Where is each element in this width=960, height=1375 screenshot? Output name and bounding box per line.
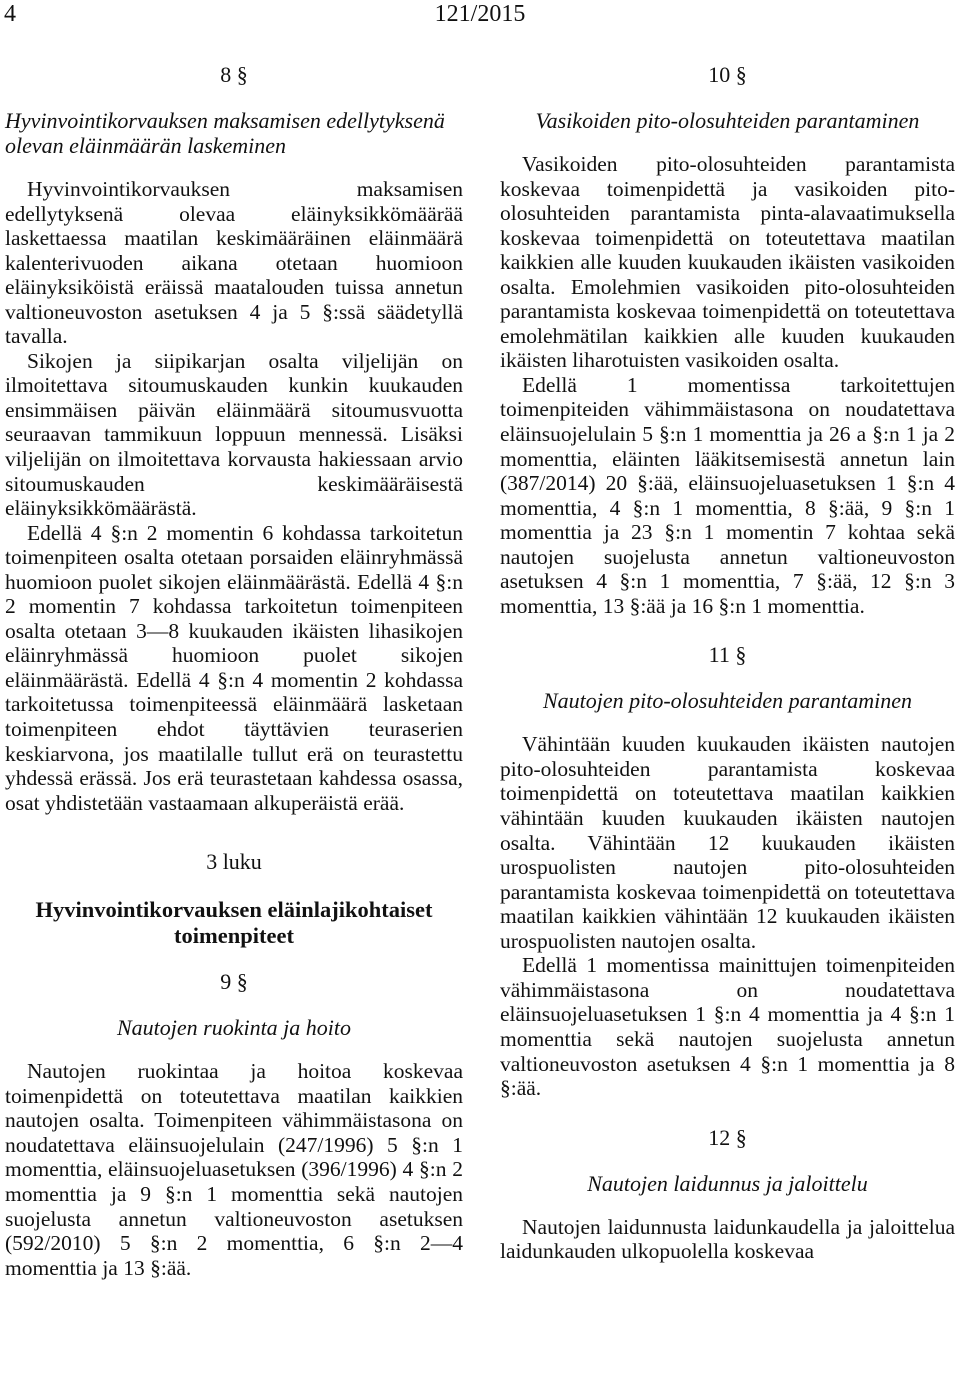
section-12-number: 12 § [708, 1124, 747, 1150]
section-11-paragraph-2: Edellä 1 momentissa mainittujen toimenpiteiden vähimmäistasona on noudatettava eläinsuojeluasetuksen 1 §:n 4 momenttia ja 4 §:n 1 momenttia sekä nautojen suojelusta annetun valtioneuvoston asetuksen 4 §:n 1 momenttia ja 8 §:ää. [500, 953, 955, 1101]
section-8-paragraph-3: Edellä 4 §:n 2 momentin 6 kohdassa tarkoitetun toimenpiteen osalta otetaan porsaiden eläinryhmässä huomioon puolet sikojen eläinmäärästä. Edellä 4 §:n 2 momentin 7 kohdassa tarkoitetun toimenpiteen osalta otetaan 3—8 kuukauden ikäisten lihasikojen eläinryhmässä huomioon puolet sikojen eläinmäärästä. Edellä 4 §:n 4 momentin 2 kohdassa tarkoitetussa toimenpiteessä eläinmäärä lasketaan toimenpiteen ehdot täyttävien teuraserien keskiarvona, jos maatilalle tullut erä on teurastettu yhdessä erässä. Jos erä teurastetaan kahdessa osassa, osat yhdistetään vastaamaan alkuperäistä erää. [5, 520, 463, 815]
section-11-number: 11 § [708, 642, 747, 668]
statute-reference: 121/2015 [434, 1, 526, 27]
section-8-title: Hyvinvointikorvauksen maksamisen edellytyksenä olevan eläinmäärän laskeminen [5, 108, 445, 158]
section-8-paragraph-1: Hyvinvointikorvauksen maksamisen edellytyksenä olevaa eläinyksikkömäärää laskettaessa maatilan keskimääräinen eläinmäärä kalenterivuoden aikana otetaan huomioon eläinyksiköistä eräissä maatalouden tuissa annetun valtioneuvoston asetuksen 4 ja 5 §:ssä säädetyllä tavalla. [5, 177, 463, 349]
section-12-title: Nautojen laidunnus ja jaloittelu [587, 1170, 868, 1196]
section-12-paragraph-1: Nautojen laidunnusta laidunkaudella ja jaloittelua laidunkauden ulkopuolella koskevaa [500, 1214, 955, 1264]
chapter-number: 3 luku [206, 849, 262, 875]
section-10-paragraph-1: Vasikoiden pito-olosuhteiden parantamista koskevaa toimenpidettä ja vasikoiden pito-olosuhteiden parantamista pinta-alavaatimuksella koskevaa toimenpidettä on toteutettava maatilan kaikkien alle kuuden kuukauden ikäisten vasikoiden osalta. Emolehmien vasikoiden pito-olosuhteiden parantamista koskevaa toimenpidettä on toteutettava emolehmätilan kaikkien alle kuuden kuukauden ikäisten liharotuisten vasikoiden osalta. [500, 152, 955, 373]
section-10-number: 10 § [708, 62, 747, 87]
left-column [5, 62, 463, 1280]
section-9-title: Nautojen ruokinta ja hoito [116, 1015, 352, 1041]
section-10-paragraph-2: Edellä 1 momentissa tarkoitettujen toimenpiteiden vähimmäistasona on noudatettava eläinsuojelulain 5 §:n 1 momenttia ja 26 a §:n 1 ja 2 momenttia, eläinten lääkitsemisestä annetun lain (387/2014) 20 §:ää, eläinsuojeluasetuksen 1 §:n 4 momenttia, 4 §:n 1 momenttia, 8 §:ää, 9 §:n 1 momenttia ja 23 §:n 1 momentin 7 kohtaa sekä nautojen suojelusta annetun valtioneuvoston asetuksen 4 §:n 1 momenttia, 7 §:ää, 12 §:n 3 momenttia, 13 §:ää ja 16 §:n 1 momenttia. [500, 372, 955, 618]
section-11-paragraph-1: Vähintään kuuden kuukauden ikäisten nautojen pito-olosuhteiden parantamista koskevaa toimenpidettä on toteutettava maatilan kaikkien vähintään kuuden kuukauden ikäisten nautojen osalta. Vähintään 12 kuukauden ikäisten urospuolisten nautojen pito-olosuhteiden parantamista koskevaa toimenpidettä on toteutettava maatilan kaikkien vähintään 12 kuukauden ikäisten urospuolisten nautojen osalta. [500, 732, 955, 953]
right-column [500, 62, 955, 1264]
section-8-number: 8 § [220, 62, 248, 87]
page-number: 4 [4, 1, 16, 27]
section-11-title: Nautojen pito-olosuhteiden parantaminen [542, 688, 913, 714]
section-9-paragraph-1: Nautojen ruokintaa ja hoitoa koskevaa toimenpidettä on toteutettava maatilan kaikkien nautojen osalta. Toimenpiteen vähimmäistasona on noudatettava eläinsuojelulain (247/1996) 5 §:n 1 momenttia, eläinsuojeluasetuksen (396/1996) 4 §:n 2 momenttia ja 9 §:n 1 momenttia sekä nautojen suojelusta annetun valtioneuvoston asetuksen (592/2010) 5 §:n 2 momenttia, 6 §:n 2—4 momenttia ja 13 §:ää. [5, 1059, 463, 1280]
chapter-title: Hyvinvointikorvauksen eläinlajikohtaiset toimenpiteet [35, 897, 433, 949]
section-9-number: 9 § [220, 969, 248, 995]
section-10-title: Vasikoiden pito-olosuhteiden parantaminen [535, 108, 920, 133]
section-8-paragraph-2: Sikojen ja siipikarjan osalta viljelijän on ilmoitettava sitoumuskauden kunkin kuukauden ensimmäisen päivän eläinmäärä sitoumusvuotta seuraavan tammikuun loppuun mennessä. Lisäksi viljelijän on ilmoitettava korvausta hakiessaan arvio sitoumuskauden keskimääräisestä eläinyksikkömäärästä. [5, 348, 463, 521]
